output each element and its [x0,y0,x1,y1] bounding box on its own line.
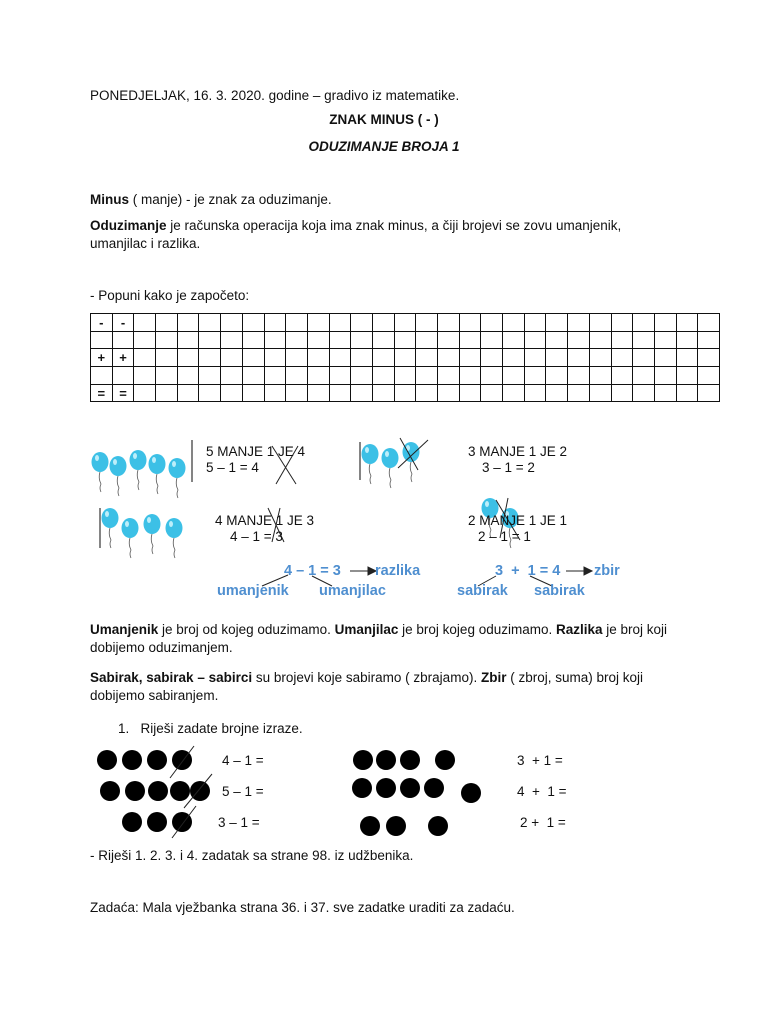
balloon-icon [362,444,379,484]
counting-dot [147,812,167,832]
fill-instruction: - Popuni kako je započeto: [90,288,250,303]
minus-definition-text: ( manje) - je znak za oduzimanje. [129,192,332,207]
minus-term: Minus [90,192,129,207]
counting-dot [100,781,120,801]
addition-equation: 3 + 1 = 4 [495,563,561,579]
example-4-equation: 2 – 1 = 1 [478,529,531,544]
zbir-label: zbir [594,563,620,579]
counting-dot [97,750,117,770]
sabirci-term: Sabirak, sabirak – sabirci [90,670,253,685]
task-1-instruction: 1. Riješi zadate brojne izraze. [118,721,303,736]
sabirak-label-1: sabirak [457,583,508,599]
right-expression-1: 3 + 1 = [517,753,563,768]
counting-dot [353,750,373,770]
right-expression-3: 2 + 1 = [520,815,566,830]
homework-line: - Riješi 1. 2. 3. i 4. zadatak sa strane 98. iz udžbenika. [90,848,414,863]
zadaca-line: Zadaća: Mala vježbanka strana 36. i 37. sve zadatke uraditi za zadaću. [90,900,515,915]
counting-dot [435,750,455,770]
umanjilac-term: Umanjilac [334,622,399,637]
balloon-icon [169,458,186,498]
page-title: ZNAK MINUS ( - ) [329,112,439,127]
umanjenik-text: je broj od kojeg oduzimamo. [158,622,335,637]
counting-dot [376,750,396,770]
oduzimanje-definition-text: je računska operacija koja ima znak minus, a čiji brojevi se zovu umanjenik, umanjilac i razlika. [90,218,622,251]
left-expression-1: 4 – 1 = [222,753,264,768]
counting-dot [400,778,420,798]
razlika-label: razlika [375,563,421,579]
counting-dot [148,781,168,801]
counting-dot [352,778,372,798]
umanjenik-label: umanjenik [217,583,289,599]
counting-dot [122,812,142,832]
balloon-icon [144,514,161,554]
subtraction-equation: 4 – 1 = 3 [284,563,341,579]
example-3-equation: 4 – 1 = 3 [230,529,283,544]
sabirak-paragraph [90,669,680,705]
counting-dot [360,816,380,836]
balloon-icon [130,450,147,490]
grid-cell[interactable]: + [91,349,113,367]
zbir-text: ( zbroj, suma) broj koji dobijemo sabiranjem. [90,670,643,703]
umanjilac-label: umanjilac [319,583,386,599]
counting-dot [147,750,167,770]
grid-cell[interactable]: - [112,314,134,332]
example-2-label: 3 MANJE 1 JE 2 [468,444,568,459]
umanjilac-text: je broj kojeg oduzimamo. [398,622,556,637]
razlika-term: Razlika [555,622,603,637]
balloon-icon [122,518,139,558]
razlika-text: je broj koji dobijemo oduzimanjem. [90,622,668,655]
sabirci-text: su brojevi koje sabiramo ( zbrajamo). [252,670,481,685]
balloon-icon [92,452,109,492]
balloon-icon [102,508,119,548]
example-3-label: 4 MANJE 1 JE 3 [215,513,315,528]
counting-dot [461,783,481,803]
left-expression-3: 3 – 1 = [218,815,260,830]
umanjenik-paragraph [90,621,680,657]
counting-dot [190,781,210,801]
dot-rows [97,750,481,836]
header-line: PONEDJELJAK, 16. 3. 2020. godine – gradivo iz matematike. [90,88,460,103]
counting-dot [386,816,406,836]
balloon-icon [110,456,127,496]
oduzimanje-term: Oduzimanje [90,218,167,233]
page-subtitle: ODUZIMANJE BROJA 1 [308,139,460,154]
sabirak-label-2: sabirak [534,583,585,599]
zbir-term: Zbir [480,670,507,685]
counting-dot [376,778,396,798]
counting-dot [125,781,145,801]
grid-cell[interactable]: + [112,349,134,367]
example-2-equation: 3 – 1 = 2 [482,460,535,475]
counting-dot [170,781,190,801]
example-1-label: 5 MANJE 1 JE 4 [206,444,306,459]
grid-cell[interactable]: = [112,384,134,402]
counting-dot [122,750,142,770]
balloon-group-2 [360,438,428,488]
counting-dot [424,778,444,798]
counting-dot [428,816,448,836]
counting-dot [400,750,420,770]
left-expression-2: 5 – 1 = [222,784,264,799]
balloon-icon [149,454,166,494]
balloon-icon [382,448,399,488]
grid-cell[interactable]: - [91,314,113,332]
example-1-equation: 5 – 1 = 4 [206,460,259,475]
example-4-label: 2 MANJE 1 JE 1 [468,513,568,528]
right-expression-2: 4 + 1 = [517,784,567,799]
balloon-icon [166,518,183,558]
umanjenik-term: Umanjenik [90,622,159,637]
grid-cell[interactable]: = [91,384,113,402]
